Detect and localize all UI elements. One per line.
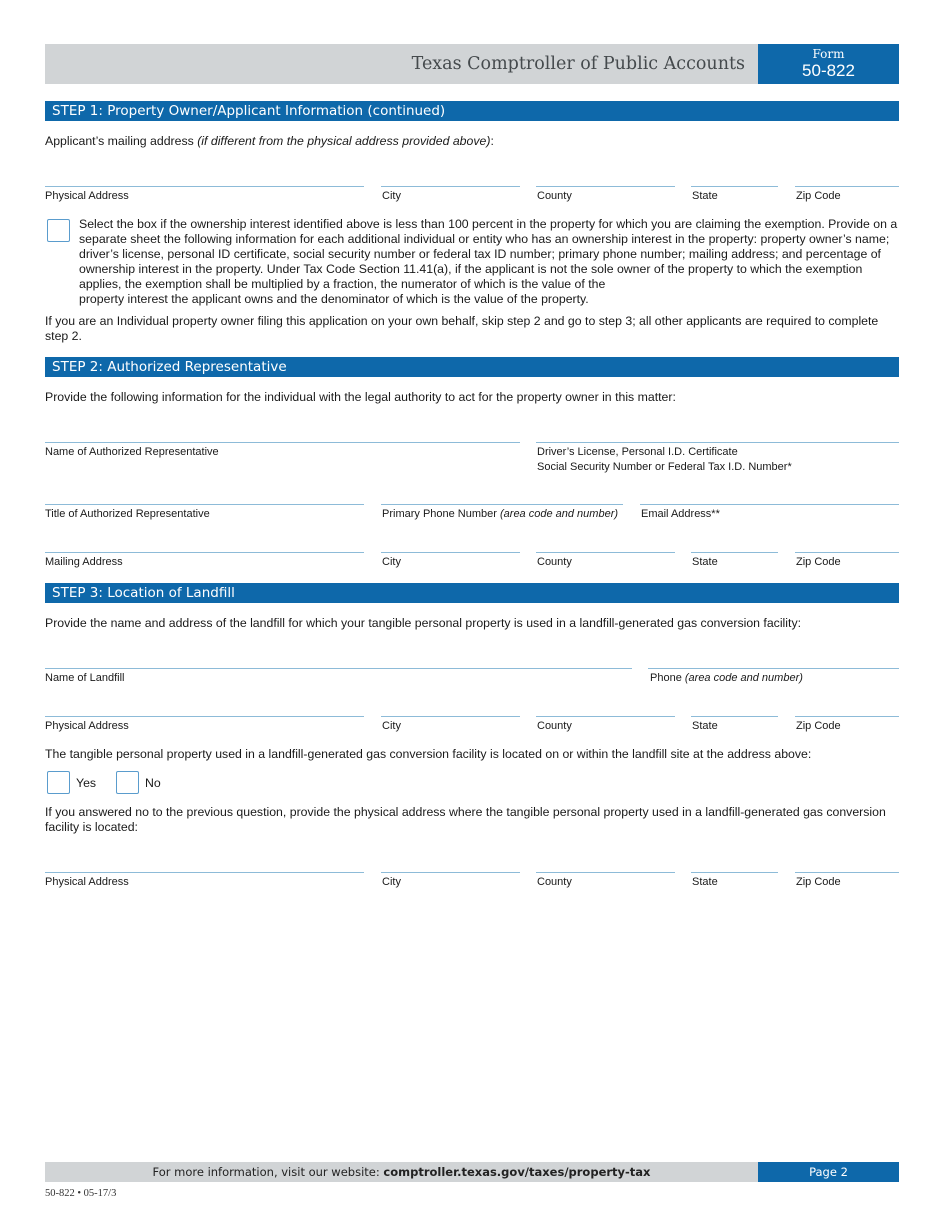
no-checkbox[interactable] bbox=[116, 771, 139, 794]
rep-id-label: Driver’s License, Personal I.D. Certificate Social Security Number or Federal Tax I.D. Number* bbox=[537, 446, 792, 473]
state-label: State bbox=[692, 190, 718, 202]
agency-title: Texas Comptroller of Public Accounts bbox=[411, 54, 745, 74]
facility-zip-label: Zip Code bbox=[796, 876, 841, 888]
city-label: City bbox=[382, 190, 401, 202]
landfill-name-field[interactable] bbox=[45, 668, 632, 669]
website-link[interactable]: comptroller.texas.gov/taxes/property-tax bbox=[383, 1165, 651, 1179]
rep-state-label: State bbox=[692, 556, 718, 568]
rep-phone-label: Primary Phone Number (area code and number) bbox=[382, 508, 619, 520]
rep-phone-field[interactable] bbox=[381, 504, 623, 505]
yes-label: Yes bbox=[76, 776, 97, 790]
form-code: 50-822 • 05-17/3 bbox=[45, 1188, 117, 1199]
landfill-county-field[interactable] bbox=[536, 716, 675, 717]
zip-label: Zip Code bbox=[796, 190, 841, 202]
facility-city-field[interactable] bbox=[381, 872, 520, 873]
landfill-city-label: City bbox=[382, 720, 401, 732]
physical-address-field[interactable] bbox=[45, 186, 364, 187]
facility-state-field[interactable] bbox=[691, 872, 778, 873]
landfill-phone-field[interactable] bbox=[648, 668, 899, 669]
state-field[interactable] bbox=[691, 186, 778, 187]
landfill-city-field[interactable] bbox=[381, 716, 520, 717]
facility-state-label: State bbox=[692, 876, 718, 888]
no-label: No bbox=[145, 776, 161, 790]
step3-intro: Provide the name and address of the landfill for which your tangible personal property is used in a landfill-generated gas conversion facility: bbox=[45, 616, 802, 630]
landfill-state-label: State bbox=[692, 720, 718, 732]
rep-city-label: City bbox=[382, 556, 401, 568]
landfill-zip-field[interactable] bbox=[795, 716, 899, 717]
county-label: County bbox=[537, 190, 572, 202]
rep-zip-label: Zip Code bbox=[796, 556, 841, 568]
rep-id-field[interactable] bbox=[536, 442, 899, 443]
form-number: 50-822 bbox=[802, 61, 855, 80]
city-field[interactable] bbox=[381, 186, 520, 187]
step2-intro: Provide the following information for the individual with the legal authority to act for the property owner in this matter: bbox=[45, 390, 676, 404]
landfill-name-label: Name of Landfill bbox=[45, 672, 125, 684]
county-field[interactable] bbox=[536, 186, 675, 187]
page-number: Page 2 bbox=[758, 1162, 899, 1182]
rep-city-field[interactable] bbox=[381, 552, 520, 553]
facility-county-label: County bbox=[537, 876, 572, 888]
rep-county-label: County bbox=[537, 556, 572, 568]
skip-note: If you are an Individual property owner filing this application on your own behalf, skip step 2 and go to step 3; all other applicants are required to complete step 2. bbox=[45, 314, 879, 343]
landfill-zip-label: Zip Code bbox=[796, 720, 841, 732]
facility-zip-field[interactable] bbox=[795, 872, 899, 873]
rep-mailing-field[interactable] bbox=[45, 552, 364, 553]
form-label: Form bbox=[812, 47, 845, 61]
mailing-address-intro: Applicant’s mailing address (if different from the physical address provided above): bbox=[45, 134, 494, 148]
landfill-address-label: Physical Address bbox=[45, 720, 129, 732]
yes-checkbox[interactable] bbox=[47, 771, 70, 794]
physical-address-label: Physical Address bbox=[45, 190, 129, 202]
facility-county-field[interactable] bbox=[536, 872, 675, 873]
rep-zip-field[interactable] bbox=[795, 552, 899, 553]
rep-mailing-label: Mailing Address bbox=[45, 556, 123, 568]
step1-header: STEP 1: Property Owner/Applicant Information (continued) bbox=[45, 101, 899, 121]
step2-header: STEP 2: Authorized Representative bbox=[45, 357, 899, 377]
zip-field[interactable] bbox=[795, 186, 899, 187]
rep-county-field[interactable] bbox=[536, 552, 675, 553]
landfill-county-label: County bbox=[537, 720, 572, 732]
followup-text: If you answered no to the previous question, provide the physical address where the tangible personal property used in a landfill-generated gas conversion facility is located: bbox=[45, 805, 886, 834]
footer-info: For more information, visit our website: comptroller.texas.gov/taxes/property-tax bbox=[152, 1165, 651, 1179]
rep-title-label: Title of Authorized Representative bbox=[45, 508, 210, 520]
rep-state-field[interactable] bbox=[691, 552, 778, 553]
location-question: The tangible personal property used in a landfill-generated gas conversion facility is located on or within the landfill site at the address above: bbox=[45, 747, 812, 761]
facility-address-field[interactable] bbox=[45, 872, 364, 873]
facility-address-label: Physical Address bbox=[45, 876, 129, 888]
rep-title-field[interactable] bbox=[45, 504, 364, 505]
ownership-checkbox[interactable] bbox=[47, 219, 70, 242]
rep-email-field[interactable] bbox=[640, 504, 899, 505]
ownership-text: Select the box if the ownership interest identified above is less than 100 percent in the property for which you are claiming the exemption. Provide on a separate sheet the following information for each additional individual or entity who has an ownership interest in the property: property owner’s name; driver’s license, personal ID certificate, social security number or federal tax ID number; primary phone number; mailing address; and percentage of ownership interest in the property. Under Tax Code Section 11.41(a), if the applicant is not the sole owner of the property to which the exemption applies, the exemption shall be multiplied by a fraction, the numerator of which is the value of the property interest the applicant owns and the denominator of which is the value of the property. bbox=[79, 217, 898, 306]
landfill-phone-label: Phone (area code and number) bbox=[650, 672, 803, 684]
rep-name-field[interactable] bbox=[45, 442, 520, 443]
step3-header: STEP 3: Location of Landfill bbox=[45, 583, 899, 603]
facility-city-label: City bbox=[382, 876, 401, 888]
rep-name-label: Name of Authorized Representative bbox=[45, 446, 219, 458]
landfill-state-field[interactable] bbox=[691, 716, 778, 717]
landfill-address-field[interactable] bbox=[45, 716, 364, 717]
rep-email-label: Email Address** bbox=[641, 508, 720, 520]
form-number-box bbox=[758, 44, 899, 84]
